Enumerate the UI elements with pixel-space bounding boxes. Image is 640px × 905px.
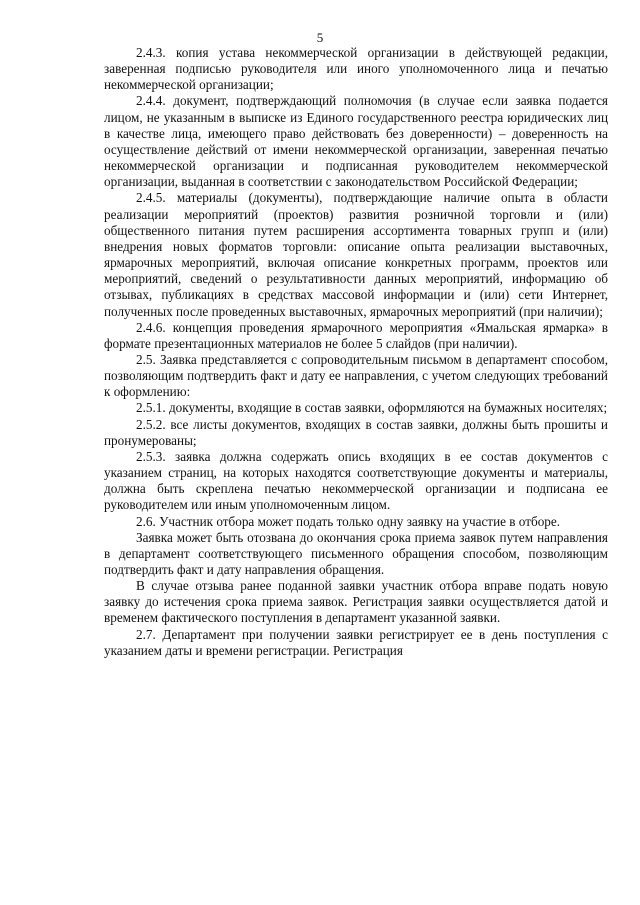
- paragraph-2-5-2: 2.5.2. все листы документов, входящих в состав заявки, должны быть прошиты и пронумерованы;: [104, 416, 608, 448]
- paragraph-withdrawal: Заявка может быть отозвана до окончания срока приема заявок путем направления в департамент соответствующего письменного обращения способом, позволяющим подтвердить факт и дату направления обращения.: [104, 529, 608, 577]
- document-body: [104, 45, 608, 659]
- paragraph-2-7: 2.7. Департамент при получении заявки регистрирует ее в день поступления с указанием даты и времени регистрации. Регистрация: [104, 626, 608, 658]
- paragraph-2-5-3: 2.5.3. заявка должна содержать опись входящих в ее состав документов с указанием страниц, на которых находятся соответствующие документы и материалы, должна быть скреплена печатью некоммерческой организации и подписана ее руководителем или иным уполномоченным лицом.: [104, 448, 608, 513]
- paragraph-2-6: 2.6. Участник отбора может подать только одну заявку на участие в отборе.: [136, 513, 561, 529]
- page-number: 5: [316, 30, 324, 45]
- paragraph-resubmission: В случае отзыва ранее поданной заявки участник отбора вправе подать новую заявку до истечения срока приема заявок. Регистрация заявки осуществляется датой и временем фактического поступления в департамент указанной заявки.: [104, 578, 608, 626]
- paragraph-2-5: 2.5. Заявка представляется с сопроводительным письмом в департамент способом, позволяющим подтвердить факт и дату ее направления, с учетом следующих требований к оформлению:: [104, 351, 608, 400]
- paragraph-2-4-3: 2.4.3. копия устава некоммерческой организации в действующей редакции, заверенная подписью руководителя или иного уполномоченного лица и печатью некоммерческой организации;: [104, 45, 608, 93]
- paragraph-2-4-4: 2.4.4. документ, подтверждающий полномочия (в случае если заявка подается лицом, не указанным в выписке из Единого государственного реестра юридических лиц в качестве лица, имеющего право действовать без доверенности) – доверенность на осуществление действий от имени некоммерческой организации, заверенная печатью некоммерческой организации и подписанная руководителем некоммерческой организации, выданная в соответствии с законодательством Российской Федерации;: [104, 93, 608, 190]
- paragraph-2-4-6: 2.4.6. концепция проведения ярмарочного мероприятия «Ямальская ярмарка» в формате презентационных материалов не более 5 слайдов (при наличии).: [104, 319, 608, 351]
- paragraph-2-5-1: 2.5.1. документы, входящие в состав заявки, оформляются на бумажных носителях;: [136, 400, 608, 416]
- paragraph-2-4-5: 2.4.5. материалы (документы), подтверждающие наличие опыта в области реализации мероприятий (проектов) развития розничной торговли и (или) общественного питания путем расширения ассортимента товарных групп и (или) внедрения новых форматов торговли: описание опыта реализации выставочных, ярмарочных мероприятий, включая описание конкретных программ, проектов или мероприятий, сведений о результативности данных мероприятий, информацию об отзывах, публикациях в средствах массовой информации и (или) сети Интернет, полученных после проведенных выставочных, ярмарочных мероприятий (при наличии);: [104, 190, 608, 319]
